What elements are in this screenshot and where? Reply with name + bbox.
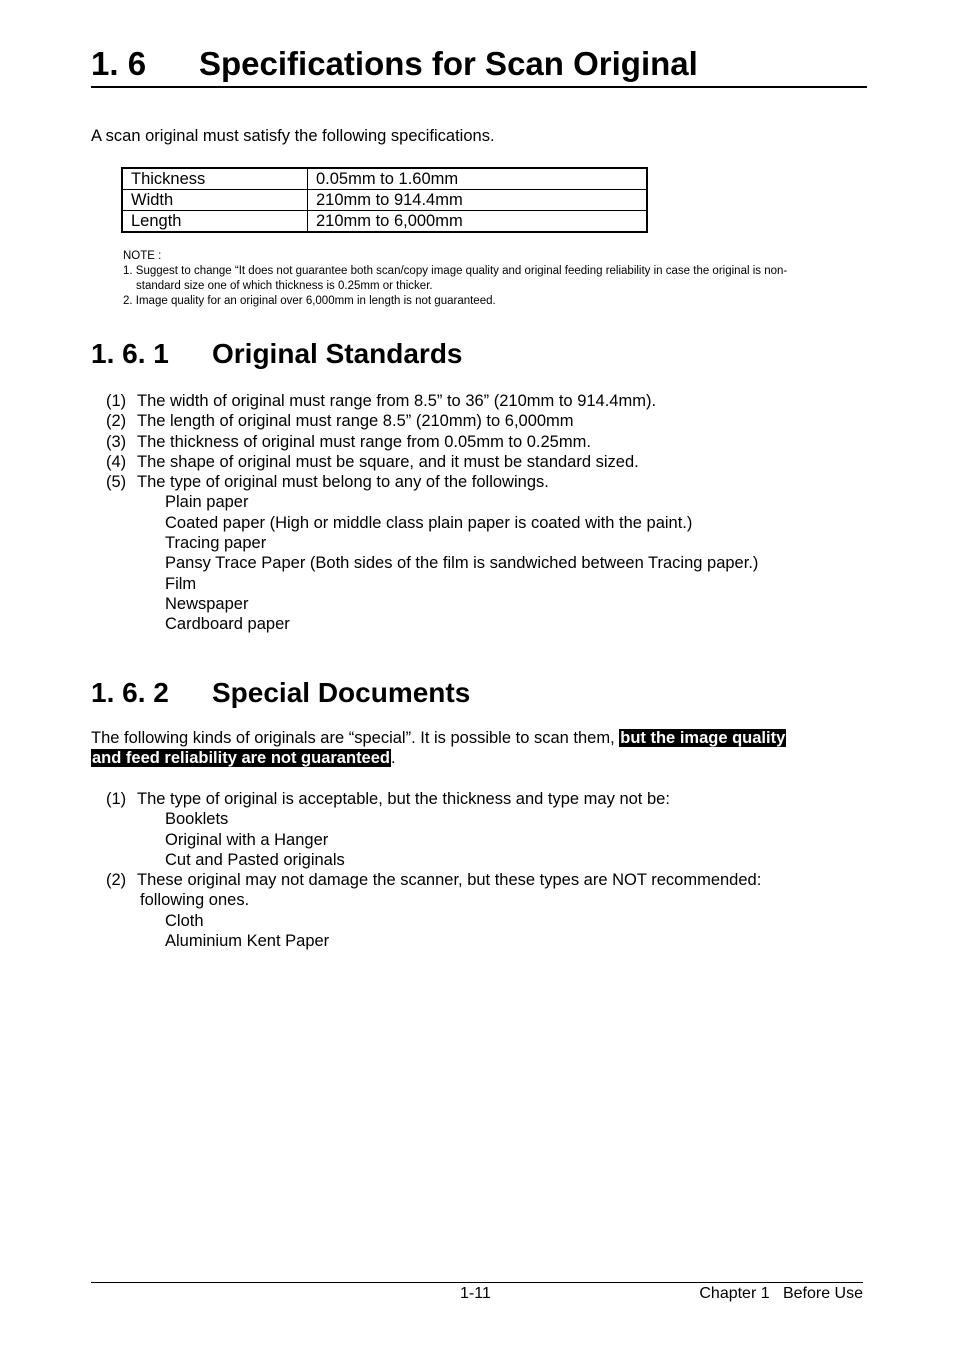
list-item-text: The type of original must belong to any of the followings. xyxy=(137,473,549,492)
table-row xyxy=(122,190,647,211)
list-item-number: (2) xyxy=(106,871,127,890)
table-row xyxy=(122,211,647,233)
original-type-item: Plain paper xyxy=(165,493,249,512)
spec-value: 210mm to 914.4mm xyxy=(308,190,648,211)
list-item xyxy=(106,391,758,411)
list-item xyxy=(106,789,761,809)
list-item-number: (5) xyxy=(106,473,127,492)
special-documents-list xyxy=(106,789,761,951)
list-item-text: The type of original is acceptable, but the thickness and type may not be: xyxy=(137,790,670,808)
special-type-item: Booklets xyxy=(165,810,229,829)
original-type-item: Pansy Trace Paper (Both sides of the film is sandwiched between Tracing paper.) xyxy=(165,554,759,573)
original-type-item: Film xyxy=(165,574,197,593)
list-item xyxy=(106,870,761,890)
special-type-item: Original with a Hanger xyxy=(165,830,329,849)
list-item-text: The thickness of original must range from 0.05mm to 0.25mm. xyxy=(137,432,591,451)
spec-value: 210mm to 6,000mm xyxy=(308,211,648,233)
list-item-text: The width of original must range from 8.5” to 36” (210mm to 914.4mm). xyxy=(137,392,657,410)
list-item xyxy=(106,432,758,452)
section-title: Original Standards xyxy=(212,338,463,369)
list-item-number: (4) xyxy=(106,452,127,471)
special-intro xyxy=(91,728,786,769)
original-standards-list xyxy=(106,391,758,635)
special-intro-text: The following kinds of originals are “special”. It is possible to scan them, xyxy=(91,729,620,747)
list-item-number: (1) xyxy=(106,790,127,808)
page-title-text: Specifications for Scan Original xyxy=(199,45,698,82)
section-title: Special Documents xyxy=(212,677,471,708)
section-heading-original-standards xyxy=(91,337,463,371)
highlighted-warning: but the image quality xyxy=(620,729,786,747)
note-title: NOTE : xyxy=(123,250,162,262)
page-number: 1-11 xyxy=(460,1285,491,1302)
list-item-continued: following ones. xyxy=(140,891,250,910)
intro-text: A scan original must satisfy the following specifications. xyxy=(91,127,495,145)
footer-divider xyxy=(91,1282,863,1283)
special-type-item: Cut and Pasted originals xyxy=(165,850,345,869)
list-item-text: The length of original must range 8.5” (210mm) to 6,000mm xyxy=(137,412,574,431)
spec-label: Length xyxy=(122,211,308,233)
original-type-item: Coated paper (High or middle class plain paper is coated with the paint.) xyxy=(165,513,693,532)
note-item-2: 2. Image quality for an original over 6,000mm in length is not guaranteed. xyxy=(123,295,496,307)
list-item-number: (3) xyxy=(106,432,127,451)
special-intro-end: . xyxy=(391,749,396,768)
list-item-text: These original may not damage the scanner, but these types are NOT recommended: xyxy=(137,871,762,890)
spec-table xyxy=(121,167,648,233)
original-type-item: Newspaper xyxy=(165,594,249,613)
special-type-item: Aluminium Kent Paper xyxy=(165,932,330,951)
list-item xyxy=(106,472,758,492)
list-item xyxy=(106,411,758,431)
spec-label: Width xyxy=(122,190,308,211)
chapter-label: Chapter 1 Before Use xyxy=(699,1285,863,1302)
list-item-text: The shape of original must be square, and it must be standard sized. xyxy=(137,452,639,471)
section-number: 1. 6. 2 xyxy=(91,677,169,708)
list-item-number: (2) xyxy=(106,412,127,431)
special-type-item: Cloth xyxy=(165,911,204,930)
page-title-number: 1. 6 xyxy=(91,45,147,82)
original-type-item: Cardboard paper xyxy=(165,615,290,634)
highlighted-warning: and feed reliability are not guaranteed xyxy=(92,749,390,768)
table-row xyxy=(122,168,647,190)
section-heading-special-documents xyxy=(91,676,470,710)
section-number: 1. 6. 1 xyxy=(91,338,169,369)
page-title xyxy=(91,42,867,88)
original-type-item: Tracing paper xyxy=(165,534,267,553)
note-item-1: 1. Suggest to change “It does not guarantee both scan/copy image quality and original feeding reliability in case the original is non- xyxy=(123,265,788,277)
note-item-1-continued: standard size one of which thickness is 0.25mm or thicker. xyxy=(136,280,433,292)
list-item xyxy=(106,452,758,472)
note-block xyxy=(123,249,787,309)
list-item-number: (1) xyxy=(106,392,127,410)
spec-label: Thickness xyxy=(122,168,308,190)
spec-value: 0.05mm to 1.60mm xyxy=(308,168,648,190)
